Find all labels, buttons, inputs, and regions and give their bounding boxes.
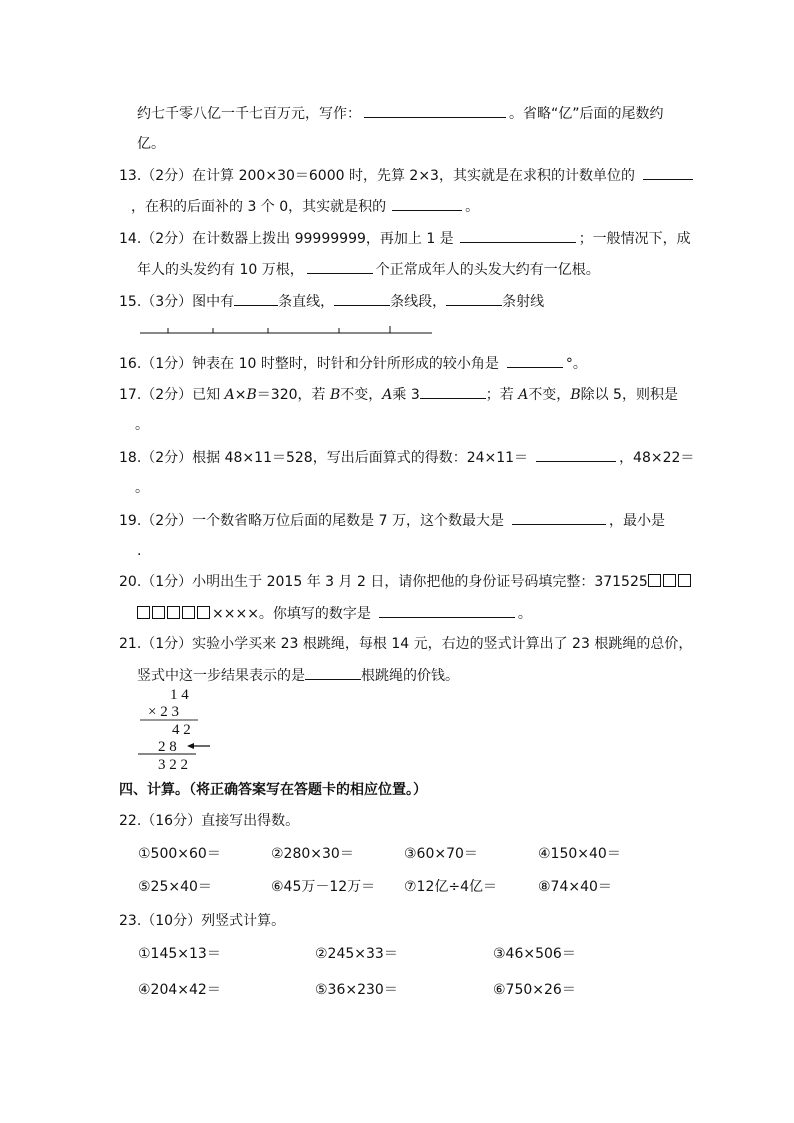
q15-text-b: 条直线，	[278, 294, 335, 310]
q13-text-2: ，在积的后面补的 3 个 0，其实就是积的	[131, 199, 387, 215]
q22-item-2: ②280×30＝	[271, 846, 354, 862]
q13-text-3: 。	[465, 199, 480, 215]
q20-line1	[119, 572, 693, 592]
q19-text-b: ，最小是	[608, 513, 665, 529]
q17-text-f: 不变，	[528, 387, 571, 403]
q21-line1	[119, 634, 692, 654]
q17-text-c: 不变，	[340, 387, 383, 403]
q14-text-d: 个正常成年人的头发大约有一亿根。	[375, 262, 600, 278]
q19-line2	[137, 541, 141, 561]
q19-text-c: .	[137, 543, 142, 559]
q19-answer-blank-1[interactable]	[512, 510, 606, 525]
q21-text-c: 根跳绳的价钱。	[361, 668, 459, 684]
q16-answer-blank[interactable]	[507, 353, 563, 368]
q20-number: 20.（1分）	[119, 574, 193, 590]
id-digit-box[interactable]	[197, 606, 210, 619]
q17-var-a-3: A	[518, 387, 529, 403]
q13-answer-blank-2[interactable]	[392, 196, 462, 211]
q22-title: 22.（16分）直接写出得数。	[119, 813, 300, 829]
q20-text-c: 。	[517, 606, 532, 622]
vc-row-4: 2 8	[158, 739, 177, 755]
q19-number: 19.（2分）	[119, 513, 193, 529]
q23-title: 23.（10分）列竖式计算。	[119, 913, 286, 929]
id-digit-box[interactable]	[167, 606, 180, 619]
q18-text-b: ，48×22＝	[619, 450, 695, 466]
q12-line2	[137, 134, 165, 154]
q22-item-4: ④150×40＝	[538, 846, 621, 862]
arrow-left-icon	[186, 740, 212, 752]
q12-text-b: 。省略“亿”后面的尾数约	[509, 106, 664, 122]
q18-line1	[119, 447, 694, 468]
q17-text-e: ；若	[485, 387, 519, 403]
q17-line1	[119, 384, 678, 405]
q14-text-b: ；一般情况下，成	[578, 231, 691, 247]
q16-text-b: °。	[565, 356, 587, 372]
section-4-heading: 四、计算。（将正确答案写在答题卡的相应位置。）	[119, 782, 427, 798]
q17-line2	[135, 415, 149, 435]
q17-var-a-2: A	[382, 387, 393, 403]
q12-text-a: 约七千零八亿一千七百万元，写作：	[137, 106, 361, 122]
q23-item-5: ⑤36×230＝	[315, 982, 398, 998]
q15-line1	[119, 291, 544, 312]
q21-text-b: 竖式中这一步结果表示的是	[137, 668, 305, 684]
q22-item-1: ①500×60＝	[138, 846, 221, 862]
q17-times: ×	[234, 387, 247, 403]
vc-row-2: × 2 3	[148, 704, 179, 720]
q16-text-a: 钟表在 10 时整时，时针和分针所形成的较小角是	[192, 356, 499, 372]
q23-item-2: ②245×33＝	[315, 946, 398, 962]
id-digit-box[interactable]	[182, 606, 195, 619]
q18-text-a: 根据 48×11＝528，写出后面算式的得数：24×11＝	[192, 450, 529, 466]
id-digit-box[interactable]	[663, 574, 676, 587]
q15-text-a: 图中有	[192, 294, 235, 310]
q17-var-a: A	[224, 387, 235, 403]
q15-answer-blank-1[interactable]	[234, 291, 278, 306]
q19-text-a: 一个数省略万位后面的尾数是 7 万，这个数最大是	[192, 513, 504, 529]
q15-text-c: 条线段，	[390, 294, 447, 310]
vc-row-3: 4 2	[172, 722, 191, 738]
q20-text-b: ××××。你填写的数字是	[212, 606, 371, 622]
q21-text-a: 实验小学买来 23 根跳绳，每根 14 元，右边的竖式计算出了 23 根跳绳的总价，	[192, 636, 693, 652]
q17-var-b-2: B	[329, 387, 341, 403]
q22-item-6: ⑥45万－12万＝	[271, 879, 376, 895]
id-digit-box[interactable]	[648, 574, 661, 587]
q22-item-8: ⑧74×40＝	[538, 879, 612, 895]
q21-line2	[137, 665, 459, 686]
q13-line2	[131, 196, 479, 217]
q12-line1	[137, 103, 664, 124]
q14-answer-blank-2[interactable]	[307, 259, 373, 274]
id-digit-box[interactable]	[152, 606, 165, 619]
q22-item-7: ⑦12亿÷4亿＝	[404, 879, 498, 895]
q17-number: 17.（2分）	[119, 387, 193, 403]
q15-number: 15.（3分）	[119, 294, 193, 310]
id-digit-box[interactable]	[137, 606, 150, 619]
q17-text-b: ＝320，若	[256, 387, 330, 403]
q20-line2	[137, 603, 532, 624]
q17-var-b: B	[246, 387, 257, 403]
q23-item-4: ④204×42＝	[138, 982, 221, 998]
q22-item-5: ⑤25×40＝	[138, 879, 212, 895]
q17-text-d: 乘 3	[392, 387, 420, 403]
q20-text-a: 小明出生于 2015 年 3 月 2 日，请你把他的身份证号码填完整：371525	[192, 574, 648, 590]
id-digit-box[interactable]	[678, 574, 691, 587]
q13-line1	[119, 165, 696, 186]
q23-item-6: ⑥750×26＝	[493, 982, 576, 998]
q17-text-g: 除以 5，则积是	[580, 387, 678, 403]
q21-answer-blank[interactable]	[305, 665, 361, 680]
q20-answer-blank[interactable]	[379, 603, 515, 618]
vc-row-5: 3 2 2	[158, 757, 188, 773]
q17-text-h: 。	[135, 417, 149, 433]
q18-answer-blank-1[interactable]	[536, 447, 616, 462]
q15-answer-blank-3[interactable]	[446, 291, 502, 306]
q15-text-d: 条射线	[502, 294, 545, 310]
q14-line1	[119, 228, 691, 249]
q17-var-b-3: B	[570, 387, 581, 403]
q19-line1	[119, 510, 665, 531]
q18-line2	[135, 478, 149, 498]
q23-item-1: ①145×13＝	[138, 946, 221, 962]
q13-text: 在计算 200×30＝6000 时，先算 2×3，其实就是在求积的计数单位的	[192, 168, 635, 184]
q13-number: 13.（2分）	[119, 168, 193, 184]
q23-item-3: ③46×506＝	[493, 946, 576, 962]
q18-text-c: 。	[135, 480, 149, 496]
q13-answer-blank-1[interactable]	[643, 165, 693, 180]
q16-line	[119, 353, 587, 374]
q14-line2	[137, 259, 600, 280]
q12-answer-blank-1[interactable]	[364, 103, 506, 118]
q17-text-a: 已知	[192, 387, 225, 403]
q12-text-c: 亿。	[137, 136, 165, 152]
vc-row-1: 1 4	[170, 687, 189, 703]
q14-text-c: 年人的头发约有 10 万根，	[137, 262, 304, 278]
q21-number: 21.（1分）	[119, 636, 193, 652]
q15-line-diagram	[130, 320, 440, 340]
q22-item-3: ③60×70＝	[404, 846, 478, 862]
q14-text-a: 在计数器上拨出 99999999，再加上 1 是	[192, 231, 454, 247]
q14-answer-blank-1[interactable]	[460, 228, 576, 243]
q15-answer-blank-2[interactable]	[334, 291, 390, 306]
q17-answer-blank-1[interactable]	[420, 384, 486, 399]
q14-number: 14.（2分）	[119, 231, 193, 247]
q16-number: 16.（1分）	[119, 356, 193, 372]
q18-number: 18.（2分）	[119, 450, 193, 466]
vc-rule-1	[138, 719, 202, 722]
